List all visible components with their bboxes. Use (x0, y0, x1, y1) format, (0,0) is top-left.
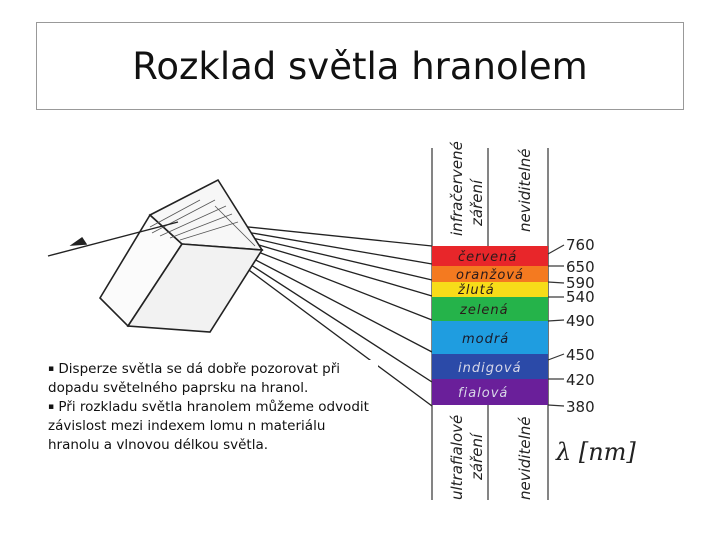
wavelength-420: 420 (566, 371, 595, 389)
band-label-orange: oranžová (456, 268, 524, 283)
note-item (48, 398, 378, 455)
top-label-infrared: infračervené (448, 141, 466, 236)
top-label-radiation: záření (468, 179, 486, 226)
wavelength-450: 450 (566, 346, 595, 364)
wavelength-unit-label: λ [nm] (556, 438, 636, 466)
top-label-invisible: neviditelné (516, 148, 534, 232)
wavelength-540: 540 (566, 288, 595, 306)
note-text: Při rozkladu světla hranolem můžeme odvodit závislost mezi indexem lomu n materiálu hranolu a vlnovou délkou světla. (48, 399, 369, 453)
wavelength-ticks (548, 245, 564, 406)
bullet-icon: ▪ (48, 402, 55, 412)
wavelength-590: 590 (566, 274, 595, 292)
band-label-green: zelená (460, 303, 509, 318)
prism-drawing (100, 180, 262, 332)
wavelength-380: 380 (566, 398, 595, 416)
note-text: Disperze světla se dá dobře pozorovat při dopadu světelného paprsku na hranol. (48, 361, 341, 396)
wavelength-650: 650 (566, 258, 595, 276)
band-label-violet: fialová (458, 386, 509, 401)
bottom-label-invisible: neviditelné (516, 416, 534, 500)
bullet-icon: ▪ (48, 364, 55, 374)
slide-title: Rozklad světla hranolem (132, 45, 588, 88)
notes-text (48, 360, 378, 455)
band-label-yellow: žlutá (458, 283, 495, 298)
bottom-label-radiation: záření (468, 433, 486, 480)
band-label-red: červená (458, 250, 518, 265)
bottom-label-ultraviolet: ultrafialové (448, 414, 466, 500)
band-label-indigo: indigová (458, 361, 522, 376)
band-label-blue: modrá (462, 332, 510, 347)
note-item (48, 360, 378, 398)
wavelength-490: 490 (566, 312, 595, 330)
wavelength-760: 760 (566, 236, 595, 254)
